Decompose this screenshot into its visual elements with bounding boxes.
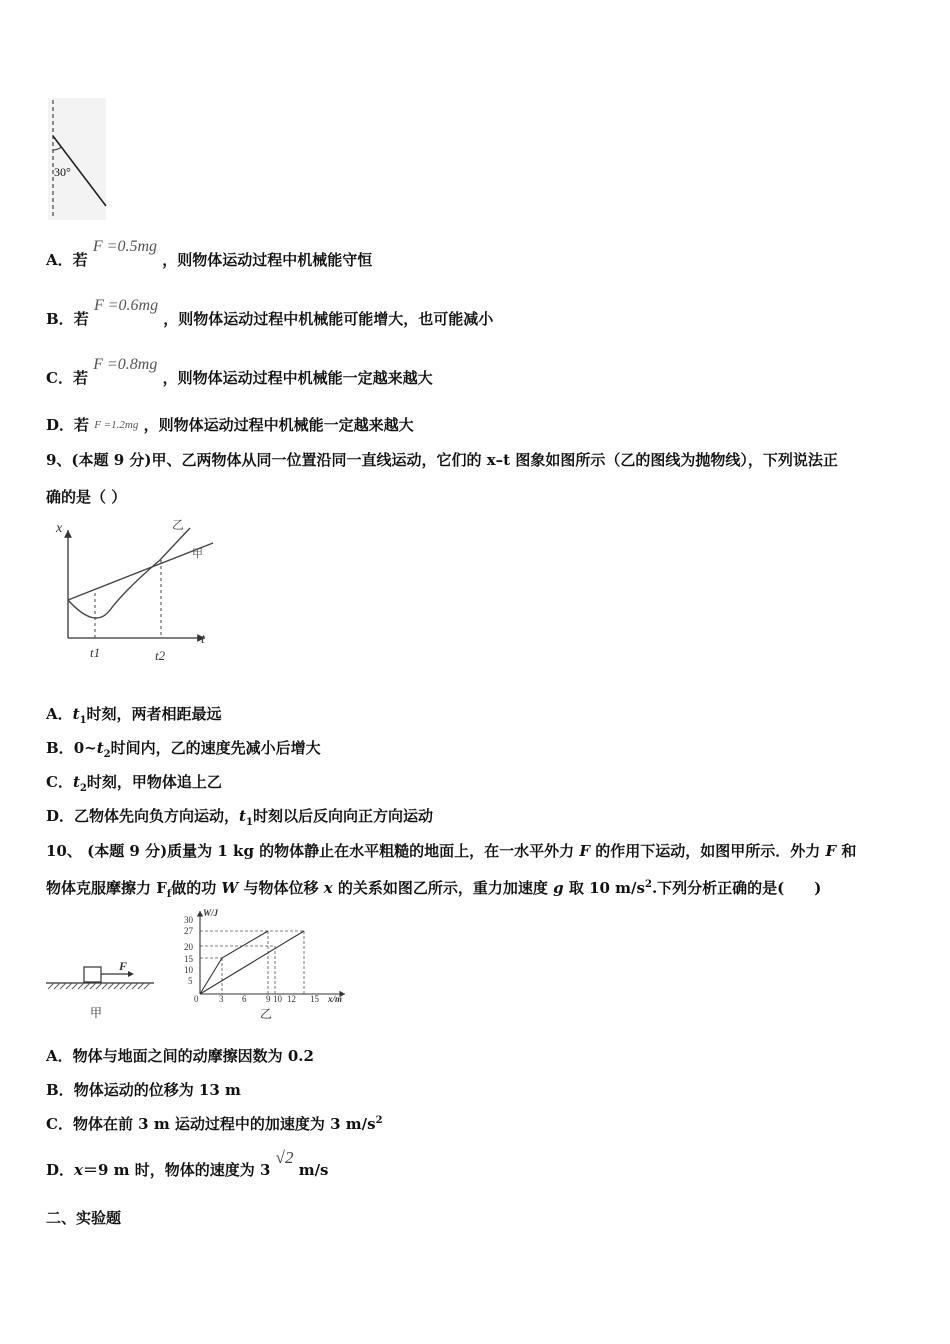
q9-stem-line2: 确的是（ ） [46, 488, 127, 506]
q10-stem-line1: 10、 (本题 9 分)质量为 1 kg 的物体静止在水平粗糙的地面上，在一水平外力 F 的作用下运动，如图甲所示．外力 F 和 [46, 842, 857, 860]
x-tick: 15 [310, 994, 319, 1004]
formula: F =1.2mg [94, 419, 139, 431]
x-axis-label: x [56, 521, 63, 536]
q8-option-a[interactable]: A．若 F =0.5mg ，则物体运动过程中机械能守恒 [46, 238, 373, 269]
q8-option-c[interactable]: C．若 F =0.8mg ，则物体运动过程中机械能一定越来越大 [46, 356, 433, 387]
t2-label: t2 [155, 648, 166, 663]
q10-option-b[interactable]: B．物体运动的位移为 13 m [46, 1081, 241, 1099]
caption-jia: 甲 [90, 1006, 103, 1020]
y-tick: 30 [184, 915, 193, 925]
x-tick: 10 [273, 994, 282, 1004]
q10-stem-line2: 物体克服摩擦力 $F_f$做的功 W 与物体位移 x 的关系如图乙所示，重力加速度 g 取 10 $m/s^2$.下列分析正确的是( ) [46, 879, 822, 900]
t-axis-label: t [201, 632, 205, 647]
curve-yi-label: 乙 [172, 518, 185, 532]
y-tick: 20 [184, 942, 193, 952]
y-tick: 10 [184, 965, 193, 975]
q8-option-d[interactable]: D．若 F =1.2mg ，则物体运动过程中机械能一定越来越大 [46, 416, 414, 434]
x-tick: 0 [194, 994, 199, 1004]
angle-label: 30° [54, 165, 71, 179]
x-tick: 3 [219, 994, 224, 1004]
q10-option-d[interactable]: D．x＝9 m 时，物体的速度为 3 √2 m/s [46, 1148, 329, 1179]
formula: F =0.5mg [92, 238, 158, 255]
radical: √2 [275, 1148, 294, 1167]
q9-option-a[interactable]: A．$t_1$时刻，两者相距最远 [46, 705, 222, 726]
q10-option-c[interactable]: C．物体在前 3 m 运动过程中的加速度为 3 $m/s^2$ [46, 1115, 383, 1133]
q9-option-d[interactable]: D．乙物体先向负方向运动，$t_1$时刻以后反向向正方向运动 [46, 807, 433, 828]
q9-stem-line1: 9、(本题 9 分)甲、乙两物体从同一位置沿同一直线运动，它们的 x–t 图象如图所示（乙的图线为抛物线），下列说法正 [46, 451, 838, 469]
y-tick: 5 [188, 976, 193, 986]
force-label: F [119, 959, 128, 973]
curve-jia-label: 甲 [192, 548, 203, 560]
t1-label: t1 [90, 645, 101, 660]
x-tick: 6 [242, 994, 247, 1004]
figure-q10-jia [44, 955, 159, 1025]
formula: F =0.6mg [93, 297, 159, 314]
figure-q10-yi-wx-graph [180, 905, 355, 1025]
formula: F =0.8mg [93, 356, 158, 373]
x-tick: 12 [287, 994, 296, 1004]
y-tick: 27 [184, 926, 193, 936]
curve-yi [68, 528, 190, 618]
caption-yi: 乙 [260, 1007, 273, 1021]
q8-option-b[interactable]: B．若 F =0.6mg ，则物体运动过程中机械能可能增大，也可能减小 [46, 297, 494, 328]
q9-option-c[interactable]: C．$t_2$时刻，甲物体追上乙 [46, 773, 222, 794]
q9-option-b[interactable]: B．$0\sim t_2$时间内，乙的速度先减小后增大 [46, 739, 321, 760]
y-axis-label: W/J [203, 908, 219, 918]
y-tick: 15 [184, 954, 193, 964]
x-axis-label: x/m [328, 994, 343, 1004]
figure-q9-xt-graph [50, 515, 220, 665]
block [84, 967, 101, 982]
figure-q8-incline [45, 98, 115, 220]
x-tick: 9 [266, 994, 271, 1004]
q10-option-a[interactable]: A．物体与地面之间的动摩擦因数为 0.2 [46, 1047, 314, 1065]
section-heading: 二、实验题 [46, 1209, 122, 1227]
line-F-work [200, 931, 268, 994]
